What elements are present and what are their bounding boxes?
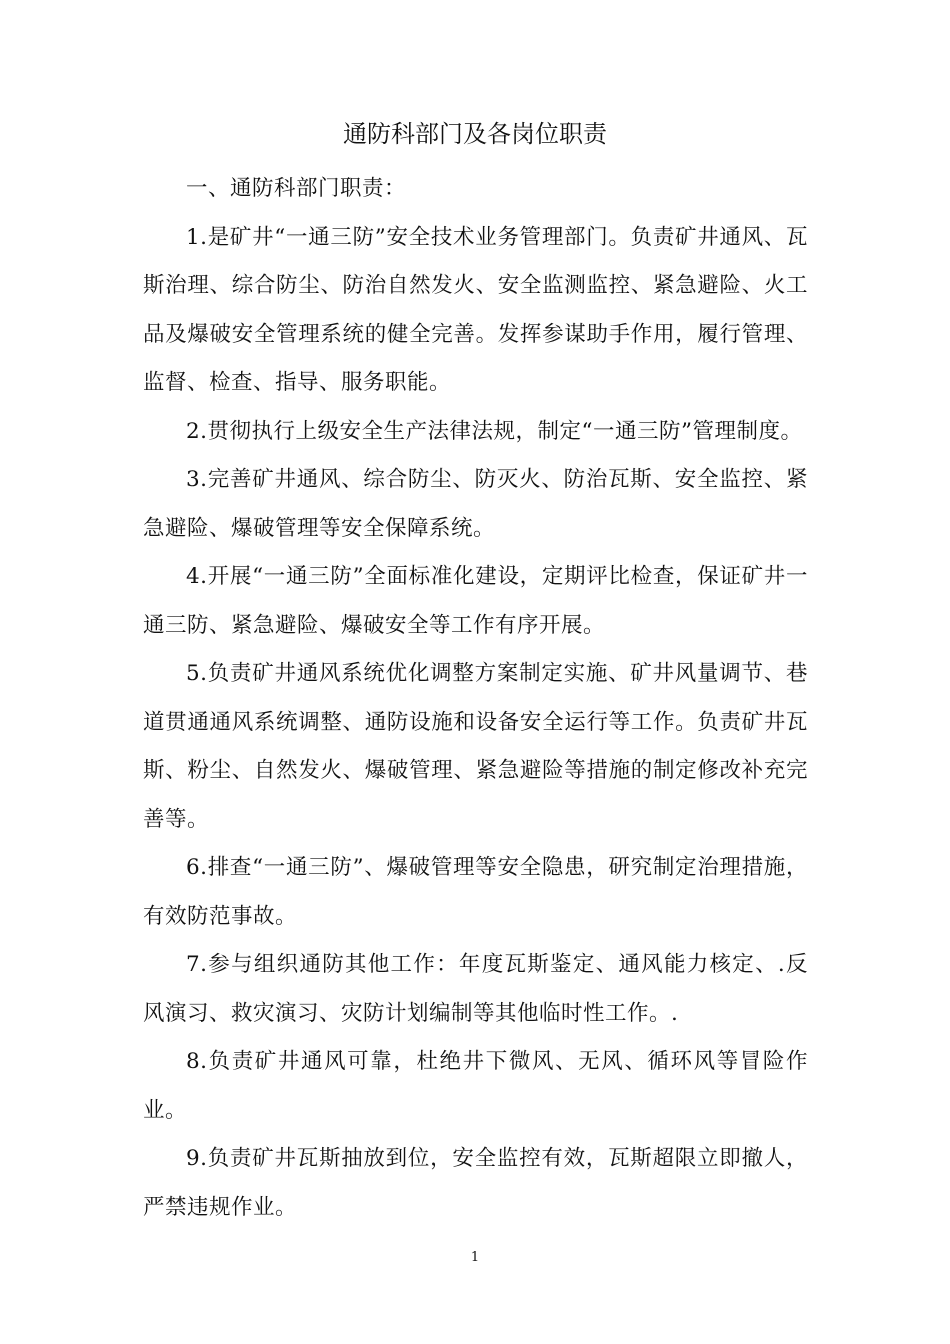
duty-item-6: 6.排查“一通三防”、爆破管理等安全隐患，研究制定治理措施，有效防范事故。 <box>143 855 808 929</box>
duty-item-8: 8.负责矿井通风可靠，杜绝井下微风、无风、循环风等冒险作业。 <box>143 1049 808 1123</box>
duty-item-4: 4.开展“一通三防”全面标准化建设，定期评比检查，保证矿井一通三防、紧急避险、爆破安全等工作有序开展。 <box>143 564 808 638</box>
duty-item-5: 5.负责矿井通风系统优化调整方案制定实施、矿井风量调节、巷道贯通通风系统调整、通防设施和设备安全运行等工作。负责矿井瓦斯、粉尘、自然发火、爆破管理、紧急避险等措施的制定修改补充完善等。 <box>143 661 808 832</box>
duty-item-9: 9.负责矿井瓦斯抽放到位，安全监控有效，瓦斯超限立即撤人，严禁违规作业。 <box>143 1146 808 1220</box>
document-body <box>143 165 808 1232</box>
section-heading: 一、通防科部门职责： <box>186 176 407 201</box>
duty-item-1: 1.是矿井“一通三防”安全技术业务管理部门。负责矿井通风、瓦斯治理、综合防尘、防治自然发火、安全监测监控、紧急避险、火工品及爆破安全管理系统的健全完善。发挥参谋助手作用，履行管理、监督、检查、指导、服务职能。 <box>143 224 808 395</box>
page-number: 1 <box>470 1250 480 1265</box>
duty-item-7: 7.参与组织通防其他工作：年度瓦斯鉴定、通风能力核定、.反风演习、救灾演习、灾防计划编制等其他临时性工作。. <box>143 952 808 1026</box>
duty-item-2: 2.贯彻执行上级安全生产法律法规，制定“一通三防”管理制度。 <box>186 418 803 444</box>
page-title: 通防科部门及各岗位职责 <box>343 120 607 148</box>
duty-item-3: 3.完善矿井通风、综合防尘、防灭火、防治瓦斯、安全监控、紧急避险、爆破管理等安全保障系统。 <box>143 467 808 541</box>
